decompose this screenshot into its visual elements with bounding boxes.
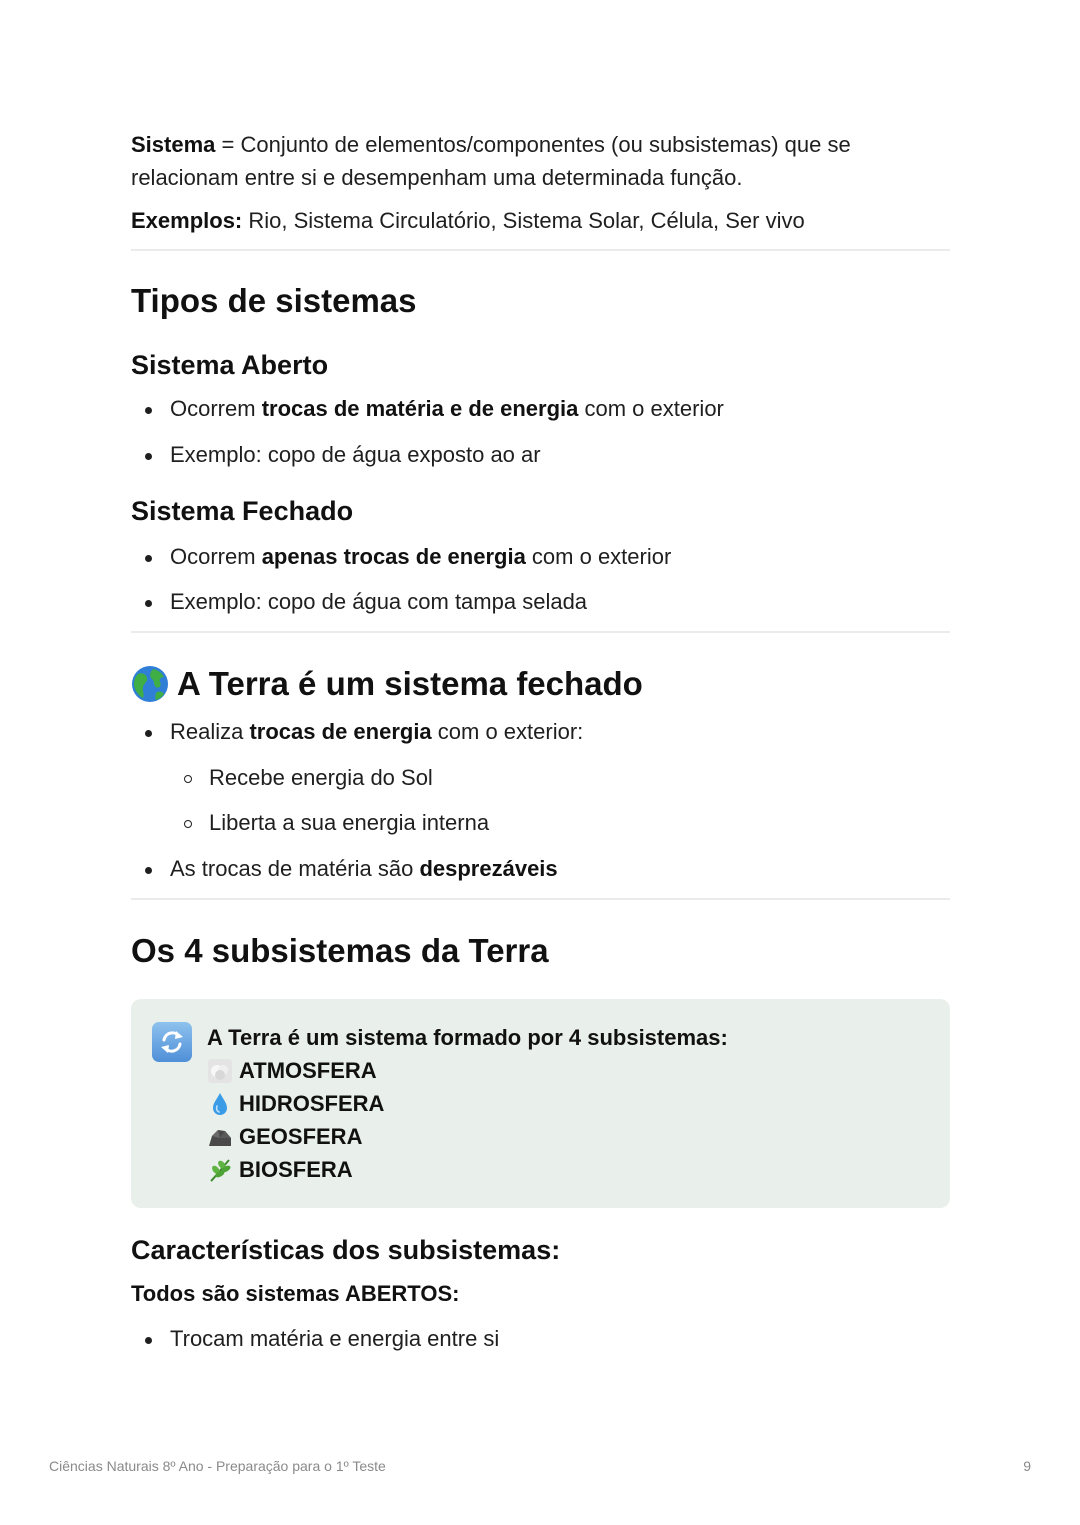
- page-content: [131, 128, 950, 1354]
- system-definition: [131, 128, 950, 194]
- globe-icon: [131, 665, 169, 703]
- divider: [131, 631, 950, 633]
- definition-term: Sistema: [131, 132, 216, 157]
- list-item: Trocam matéria e energia entre si: [131, 1324, 950, 1354]
- cloud-icon: [207, 1058, 233, 1084]
- system-examples: [131, 204, 950, 237]
- fechado-list: [131, 542, 950, 617]
- list-item: [131, 542, 950, 572]
- divider: [131, 898, 950, 900]
- bold-text: desprezáveis: [419, 856, 558, 881]
- examples-text: Rio, Sistema Circulatório, Sistema Solar, Célula, Ser vivo: [242, 208, 805, 233]
- subsystem-label: BIOSFERA: [239, 1157, 353, 1182]
- text: com o exterior:: [431, 719, 584, 744]
- todos-label: Todos são sistemas ABERTOS:: [131, 1281, 460, 1306]
- sublist-item: Recebe energia do Sol: [170, 763, 950, 793]
- divider: [131, 249, 950, 251]
- text: As trocas de matéria são: [170, 856, 420, 881]
- text: Ocorrem: [170, 396, 262, 421]
- text: Realiza: [170, 719, 250, 744]
- aberto-list: [131, 394, 950, 470]
- tipos-heading: Tipos de sistemas: [131, 282, 417, 319]
- examples-label: Exemplos:: [131, 208, 243, 233]
- terra-list: [131, 717, 950, 884]
- list-item: Exemplo: copo de água com tampa selada: [131, 587, 950, 617]
- subsystem-label: GEOSFERA: [239, 1124, 363, 1149]
- subsystem-item: [207, 1120, 728, 1153]
- terra-heading-text: A Terra é um sistema fechado: [177, 665, 643, 702]
- callout-title: A Terra é um sistema formado por 4 subsistemas:: [207, 1025, 728, 1050]
- subsystem-label: ATMOSFERA: [239, 1058, 377, 1083]
- definition-text: = Conjunto de elementos/componentes (ou subsistemas) que se relacionam entre si e desempenham uma determinada função.: [131, 132, 851, 190]
- list-item: Exemplo: copo de água exposto ao ar: [131, 440, 950, 470]
- page-number: 9: [1023, 1458, 1031, 1474]
- callout-body: [207, 1021, 728, 1186]
- subsistemas-list: [131, 1324, 950, 1354]
- terra-heading: [131, 664, 950, 704]
- subsistemas-callout: [131, 999, 950, 1208]
- rock-icon: [207, 1124, 233, 1150]
- bold-text: apenas trocas de energia: [261, 544, 526, 569]
- text: com o exterior: [578, 396, 724, 421]
- aberto-heading: Sistema Aberto: [131, 350, 329, 380]
- caracteristicas-heading: Características dos subsistemas:: [131, 1235, 561, 1265]
- text: com o exterior: [525, 544, 672, 569]
- bold-text: trocas de energia: [249, 719, 432, 744]
- subsystem-item: [207, 1054, 728, 1087]
- subsistemas-heading: Os 4 subsistemas da Terra: [131, 932, 549, 969]
- herb-icon: [207, 1157, 233, 1183]
- subsystem-item: [207, 1087, 728, 1120]
- text: Ocorrem: [170, 544, 262, 569]
- droplet-icon: [207, 1091, 233, 1117]
- terra-sublist: [170, 763, 950, 838]
- bold-text: trocas de matéria e de energia: [261, 396, 579, 421]
- sublist-item: Liberta a sua energia interna: [170, 808, 950, 838]
- list-item: [131, 717, 950, 838]
- subsystem-item: [207, 1153, 728, 1186]
- fechado-heading: Sistema Fechado: [131, 496, 354, 526]
- subsystem-label: HIDROSFERA: [239, 1091, 385, 1116]
- footer-title: Ciências Naturais 8º Ano - Preparação para o 1º Teste: [49, 1458, 386, 1474]
- list-item: [131, 394, 950, 424]
- refresh-icon: [152, 1022, 192, 1062]
- list-item: [131, 854, 950, 884]
